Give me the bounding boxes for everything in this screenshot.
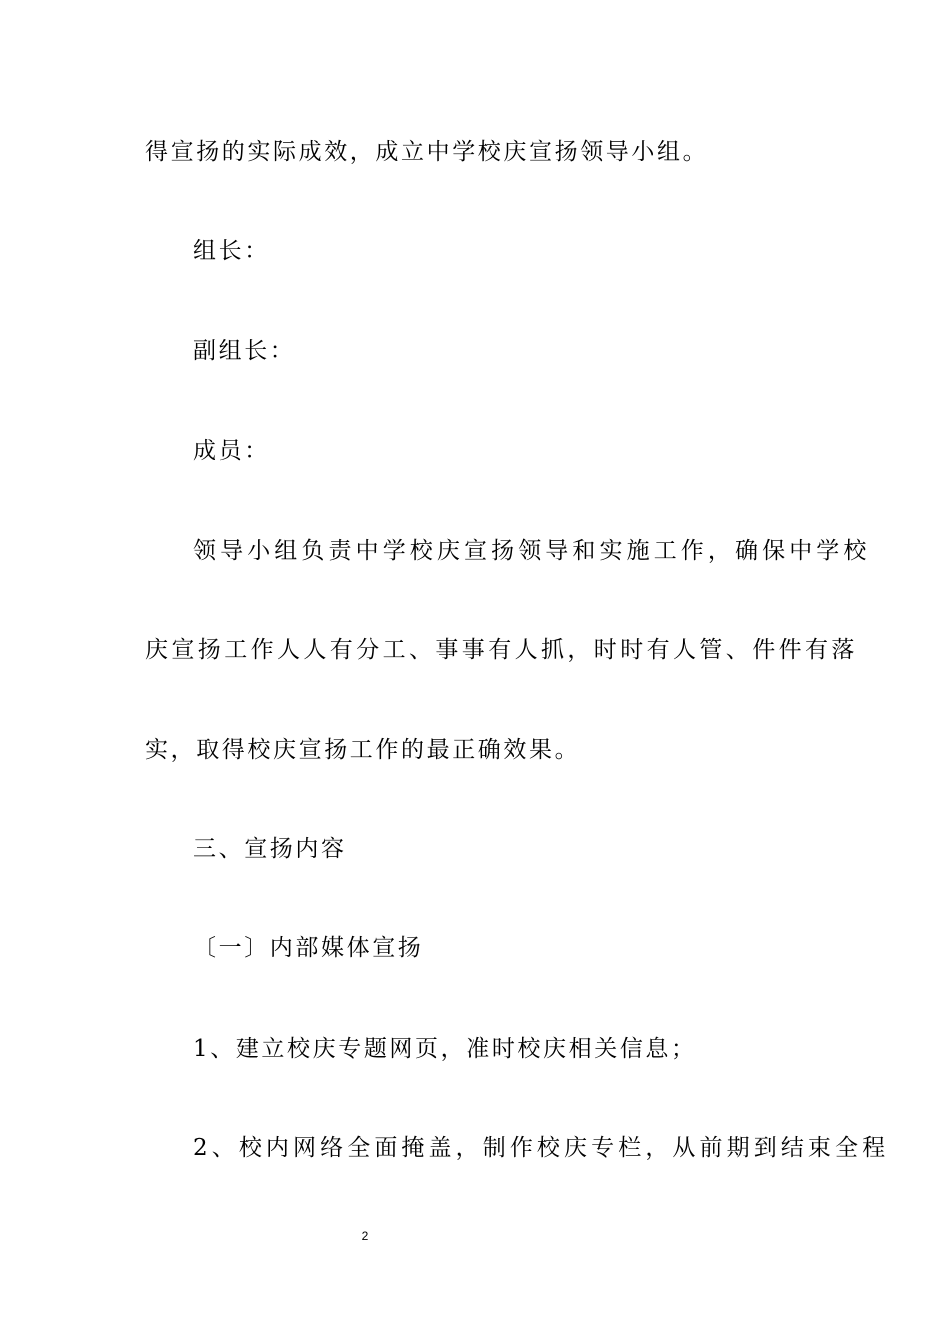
section-heading: 三、宣扬内容	[193, 836, 347, 862]
subsection-heading: 〔一〕内部媒体宣扬	[193, 935, 424, 961]
members-label: 成员：	[193, 438, 270, 464]
group-leader-label: 组长：	[193, 238, 270, 264]
paragraph-line-1: 领导小组负责中学校庆宣扬领导和实施工作，确保中学校	[193, 538, 871, 564]
list-item-1: 1、建立校庆专题网页，准时校庆相关信息；	[193, 1036, 697, 1062]
paragraph-line-2: 庆宣扬工作人人有分工、事事有人抓，时时有人管、件件有落	[145, 637, 858, 663]
paragraph-line-3: 实，取得校庆宣扬工作的最正确效果。	[145, 737, 581, 763]
page-number: 2	[361, 1229, 369, 1243]
list-item-2: 2、校内网络全面掩盖，制作校庆专栏，从前期到结束全程	[193, 1135, 890, 1161]
text-line-continuation: 得宣扬的实际成效，成立中学校庆宣扬领导小组。	[145, 139, 709, 165]
deputy-group-leader-label: 副组长：	[193, 338, 296, 364]
